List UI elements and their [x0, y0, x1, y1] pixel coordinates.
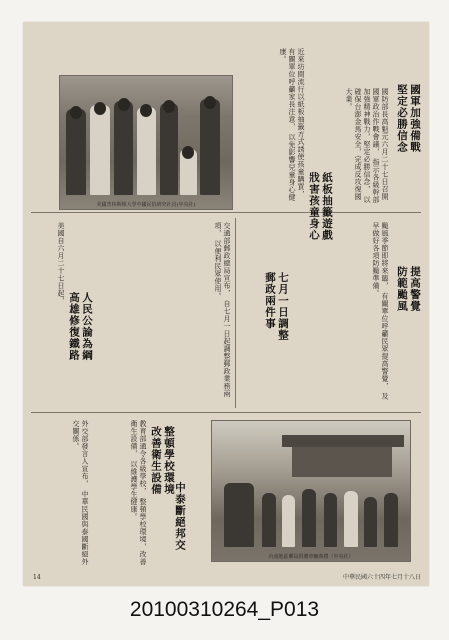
article-body: 交通部郵政總局宣布， 自七月一日起調整郵政業務兩項， 以便利民眾使用。: [214, 222, 231, 398]
article-body: 美國自六月二十七日起，: [57, 222, 65, 305]
article-headline: 整頓學校環境 改善衛生設備: [150, 426, 175, 495]
article-body: 外交部發言人宣布， 中華民國與泰國斷絕外交關係。: [72, 420, 89, 566]
article-body: 颱風季節即將來臨， 有關單位呼籲民眾提高警覺， 及早做好各項防颱準備。: [372, 222, 389, 400]
article-body: 近來坊間流行以紙板抽籤方式誘使孩童購買， 有關單位呼籲家長注意， 以免影響兒童身心健康。: [279, 48, 305, 201]
page-number: 14: [33, 574, 41, 581]
photo-caption: 美國普林斯頓大學中國民俗研究社員(中央社): [96, 202, 196, 208]
article-body: 國防部長高魁元六月二十七日召開國軍政治作戰會議， 指示各級幹部加強精神戰力，堅定必勝信念， 以確保台澎金馬安全，完成反攻復國大業。: [345, 88, 389, 204]
photo-caption: 台南地區郵局捐贈車輛典禮（中央社）: [268, 554, 354, 560]
article-headline: 提高警覺 防範颱風: [396, 266, 421, 312]
article-headline: 國軍加強備戰 堅定必勝信念: [396, 84, 421, 153]
article-headline: 中泰斷絕邦交: [174, 482, 186, 551]
publication-date: 中華民國六十四年七月十八日: [342, 574, 421, 581]
archive-id-label: 20100310264_P013: [129, 598, 320, 621]
article-headline: 人民公論為綱 高雄修復鐵路: [68, 292, 93, 361]
group-photo: [59, 75, 233, 210]
article-headline: 紙板抽籤遊戲 戕害孩童身心: [308, 172, 333, 241]
article-headline: 七月一日調整 郵政兩件事: [264, 272, 289, 341]
newspaper-page: [23, 22, 429, 586]
ceremony-photo: [211, 420, 411, 562]
article-body: 教育部通令各級學校， 整頓學校環境，改善衛生設備， 以維護學生健康。: [130, 420, 147, 566]
